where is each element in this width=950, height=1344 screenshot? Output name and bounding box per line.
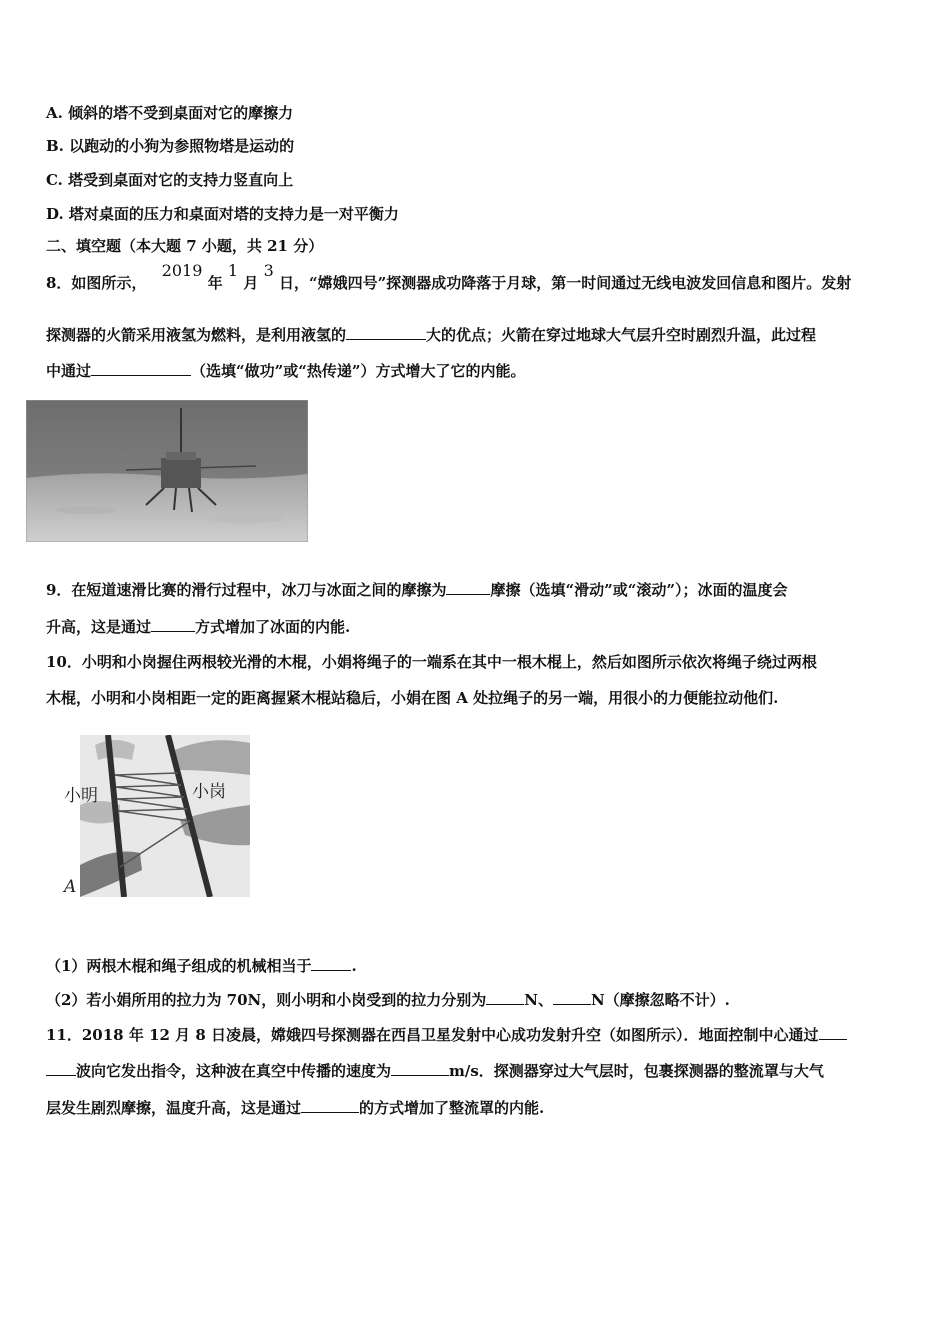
label-xiaoming: 小明 — [64, 786, 98, 806]
q11-line3-text-b: 的方式增加了整流罩的内能. — [359, 1099, 545, 1117]
q8-nian: 年 — [207, 274, 223, 292]
q8-line2 — [46, 325, 816, 345]
q10-line1: 10．小明和小岗握住两根较光滑的木棍，小娟将绳子的一端系在其中一根木棍上，然后如图所示依次将绳子绕过两根 — [46, 653, 817, 671]
option-a: A. 倾斜的塔不受到桌面对它的摩擦力 — [46, 104, 294, 122]
q9-line2-text-b: 方式增加了冰面的内能. — [195, 618, 351, 636]
q9-blank-1[interactable] — [446, 580, 490, 595]
q8-yue: 月 — [243, 274, 259, 292]
q8-line2-text-a: 探测器的火箭采用液氢为燃料，是利用液氢的 — [46, 326, 347, 344]
q11-blank-1b[interactable] — [46, 1061, 76, 1076]
q8-line3 — [46, 361, 526, 381]
q10-sub1-text-a: （1）两根木棍和绳子组成的机械相当于 — [46, 957, 312, 975]
q11-line1 — [46, 1025, 847, 1045]
q10-blank-1[interactable] — [311, 956, 351, 971]
q9-line2-text-a: 升高，这是通过 — [46, 618, 152, 636]
q11-blank-3[interactable] — [301, 1098, 359, 1113]
q10-blank-3[interactable] — [553, 990, 591, 1005]
q8-year: 2019 — [161, 261, 203, 280]
q10-sub1-text-b: . — [351, 957, 357, 975]
q8-line3-text-b: （选填“做功”或“热传递”）方式增大了它的内能。 — [191, 362, 526, 380]
rope-pulley-figure — [60, 735, 250, 897]
q8-blank-1[interactable] — [346, 325, 426, 340]
q10-line2: 木棍，小明和小岗相距一定的距离握紧木棍站稳后，小娟在图 A 处拉绳子的另一端，用很小的力便能拉动他们. — [46, 689, 779, 707]
section-title: 二、填空题（本大题 7 小题，共 21 分） — [46, 237, 324, 255]
q8-blank-2[interactable] — [91, 361, 191, 376]
q10-sub1 — [46, 956, 357, 976]
q9-line1-text-a: 9．在短道速滑比赛的滑行过程中，冰刀与冰面之间的摩擦为 — [46, 581, 447, 599]
q8-line1 — [46, 261, 852, 293]
q9-line1 — [46, 580, 787, 600]
q11-line3-text-a: 层发生剧烈摩擦，温度升高，这是通过 — [46, 1099, 302, 1117]
q11-blank-2[interactable] — [391, 1061, 449, 1076]
q11-line2-text-b: m/s．探测器穿过大气层时，包裹探测器的整流罩与大气 — [449, 1062, 824, 1080]
rope-sticks-drawing — [60, 735, 250, 897]
q11-line2 — [46, 1061, 824, 1081]
q10-sub2 — [46, 990, 730, 1010]
q11-blank-1a[interactable] — [819, 1025, 847, 1040]
q11-line3 — [46, 1098, 544, 1118]
q9-line2 — [46, 617, 350, 637]
option-d: D. 塔对桌面的压力和桌面对塔的支持力是一对平衡力 — [46, 205, 399, 223]
label-point-a: A — [64, 877, 77, 897]
option-c: C. 塔受到桌面对它的支持力竖直向上 — [46, 171, 294, 189]
q10-blank-2[interactable] — [486, 990, 524, 1005]
q10-sub2-text-b: N、 — [524, 991, 553, 1009]
q8-prefix: 8．如图所示， — [46, 274, 147, 292]
q8-month: 1 — [227, 261, 239, 280]
q9-line1-text-b: 摩擦（选填“滑动”或“滚动”）；冰面的温度会 — [490, 581, 788, 599]
lunar-lander-photo — [26, 400, 308, 542]
q10-sub2-text-a: （2）若小娟所用的拉力为 70N，则小明和小岗受到的拉力分别为 — [46, 991, 487, 1009]
q9-blank-2[interactable] — [151, 617, 195, 632]
q11-line2-text-a: 波向它发出指令，这种波在真空中传播的速度为 — [76, 1062, 392, 1080]
option-b: B. 以跑动的小狗为参照物塔是运动的 — [46, 137, 295, 155]
q8-line1-rest: 日，“嫦娥四号”探测器成功降落于月球，第一时间通过无线电波发回信息和图片。发射 — [278, 274, 852, 292]
q11-line1-text: 11．2018 年 12 月 8 日凌晨，嫦娥四号探测器在西昌卫星发射中心成功发射升空（如图所示）．地面控制中心通过 — [46, 1026, 819, 1044]
q8-line2-text-b: 大的优点；火箭在穿过地球大气层升空时剧烈升温，此过程 — [426, 326, 817, 344]
label-xiaogang: 小岗 — [192, 782, 226, 802]
q10-sub2-text-c: N（摩擦忽略不计）. — [590, 991, 730, 1009]
q8-day: 3 — [263, 261, 274, 280]
q8-line3-text-a: 中通过 — [46, 362, 92, 380]
